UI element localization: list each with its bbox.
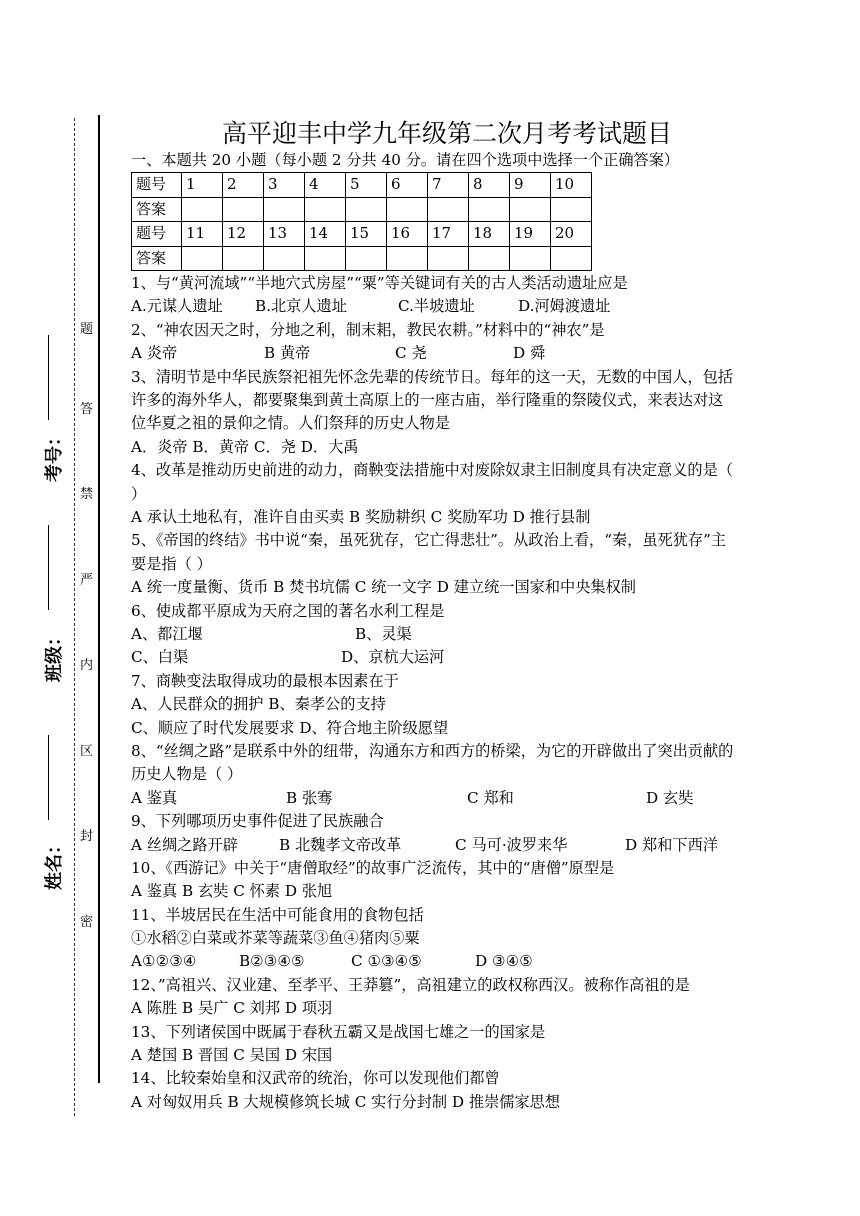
question-number-cell: 12 bbox=[223, 222, 264, 246]
fold-dashed-line bbox=[74, 118, 75, 1116]
question-number-cell: 4 bbox=[305, 173, 346, 197]
question-stem: 4、改革是推动历史前进的动力，商鞅变法措施中对废除奴隶主旧制度具有决定意义的是（ ） bbox=[131, 461, 733, 503]
seal-char: 题 bbox=[80, 322, 94, 337]
question-stem: 13、下列诸侯国中既属于春秋五霸又是战国七雄之一的国家是 bbox=[131, 1022, 546, 1041]
question-options: A 陈胜 B 吴广 C 刘邦 D 项羽 bbox=[131, 999, 333, 1018]
question-options: A 承认土地私有，准许自由买卖 B 奖励耕织 C 奖励军功 D 推行县制 bbox=[131, 508, 591, 526]
binding-solid-line bbox=[98, 115, 100, 1083]
table-row bbox=[132, 246, 592, 270]
question-number-cell: 1 bbox=[182, 173, 223, 197]
question-number-cell: 18 bbox=[469, 222, 510, 246]
section-heading: 一、本题共 20 小题（每小题 2 分共 40 分。请在四个选项中选择一个正确答案） bbox=[131, 151, 680, 169]
question-options: C、顺应了时代发展要求 D、符合地主阶级愿望 bbox=[131, 718, 449, 737]
question-number-cell: 15 bbox=[346, 222, 387, 246]
question-options: A 对匈奴用兵 B 大规模修筑长城 C 实行分封制 D 推崇儒家思想 bbox=[131, 1092, 561, 1111]
answer-cell[interactable] bbox=[428, 197, 469, 221]
option: C 郑和 bbox=[467, 788, 514, 807]
class-label: 班级： bbox=[44, 628, 65, 682]
question-stem: 12、”高祖兴、汉业建、至孝平、王莽篡”，高祖建立的政权称西汉。被称作高祖的是 bbox=[131, 975, 690, 994]
question-number-cell: 9 bbox=[510, 173, 551, 197]
option: D 舜 bbox=[513, 344, 546, 363]
question-number-cell: 7 bbox=[428, 173, 469, 197]
question-number-cell: 8 bbox=[469, 173, 510, 197]
question-stem: 11、半坡居民在生活中可能食用的食物包括 bbox=[131, 905, 424, 924]
seal-char: 区 bbox=[80, 744, 94, 759]
option: A.元谋人遗址 bbox=[131, 297, 223, 316]
option: B②③④⑤ bbox=[239, 952, 305, 971]
answer-cell[interactable] bbox=[428, 246, 469, 270]
option: D 玄奘 bbox=[646, 788, 694, 807]
table-row bbox=[132, 222, 592, 246]
answer-cell[interactable] bbox=[346, 246, 387, 270]
answer-cell[interactable] bbox=[182, 246, 223, 270]
answer-cell[interactable] bbox=[305, 197, 346, 221]
question-number-cell: 17 bbox=[428, 222, 469, 246]
question-stem: 8、“丝绸之路”是联系中外的纽带，沟通东方和西方的桥梁，为它的开辟做出了突出贡献的历史人物是（ ） bbox=[131, 741, 734, 784]
exam-number-blank[interactable] bbox=[48, 335, 49, 420]
option: C、白渠 bbox=[131, 648, 189, 667]
answer-cell[interactable] bbox=[182, 197, 223, 221]
question-options bbox=[131, 646, 736, 669]
exam-title: 高平迎丰中学九年级第二次月考考试题目 bbox=[222, 119, 673, 148]
option: C ①③④⑤ bbox=[351, 952, 422, 971]
answer-cell[interactable] bbox=[469, 197, 510, 221]
option: D、京杭大运河 bbox=[341, 648, 445, 667]
question-number-cell: 13 bbox=[264, 222, 305, 246]
option: A 炎帝 bbox=[131, 344, 178, 363]
question-stem: 9、下列哪项历史事件促进了民族融合 bbox=[131, 812, 384, 831]
question-options bbox=[131, 950, 736, 973]
table-header-cell: 答案 bbox=[132, 246, 182, 270]
seal-char: 严 bbox=[80, 573, 94, 588]
name-label: 姓名： bbox=[44, 836, 65, 890]
seal-char: 内 bbox=[80, 658, 94, 673]
question-number-cell: 20 bbox=[551, 222, 592, 246]
answer-cell[interactable] bbox=[346, 197, 387, 221]
option: A 鉴真 bbox=[131, 788, 178, 807]
answer-cell[interactable] bbox=[223, 246, 264, 270]
option: A 丝绸之路开辟 bbox=[131, 835, 238, 854]
table-header-cell: 题号 bbox=[132, 222, 182, 246]
option: A、都江堰 bbox=[131, 624, 203, 643]
option: D ③④⑤ bbox=[475, 952, 533, 971]
answer-cell[interactable] bbox=[223, 197, 264, 221]
answer-cell[interactable] bbox=[305, 246, 346, 270]
option: D 郑和下西洋 bbox=[625, 835, 718, 854]
question-stem: 10、《西游记》中关于“唐僧取经”的故事广泛流传，其中的“唐僧”原型是 bbox=[131, 858, 615, 877]
question-items: ①水稻②白菜或芥菜等蔬菜③鱼④猪肉⑤粟 bbox=[131, 929, 420, 948]
answer-cell[interactable] bbox=[510, 197, 551, 221]
question-number-cell: 6 bbox=[387, 173, 428, 197]
question-options: A 统一度量衡、货币 B 焚书坑儒 C 统一文字 D 建立统一国家和中央集权制 bbox=[131, 578, 636, 597]
answer-cell[interactable] bbox=[264, 197, 305, 221]
question-stem: 14、比较秦始皇和汉武帝的统治，你可以发现他们都曾 bbox=[131, 1069, 500, 1088]
question-options bbox=[131, 623, 736, 646]
option: B.北京人遗址 bbox=[255, 297, 347, 316]
question-number-cell: 3 bbox=[264, 173, 305, 197]
answer-cell[interactable] bbox=[387, 246, 428, 270]
option: B 黄帝 bbox=[264, 344, 311, 363]
answer-cell[interactable] bbox=[551, 197, 592, 221]
option: C.半坡遗址 bbox=[398, 297, 475, 316]
answer-cell[interactable] bbox=[264, 246, 305, 270]
option: B、灵渠 bbox=[355, 624, 412, 643]
option: C 马可·波罗来华 bbox=[455, 835, 568, 854]
answer-cell[interactable] bbox=[387, 197, 428, 221]
answer-cell[interactable] bbox=[469, 246, 510, 270]
option: A①②③④ bbox=[131, 952, 197, 971]
question-stem: 2、“神农因天之时，分地之利，制末耜，教民农耕。”材料中的“神农”是 bbox=[131, 320, 605, 339]
question-options: A、人民群众的拥护 B、秦孝公的支持 bbox=[131, 695, 386, 714]
question-stem: 6、使成都平原成为天府之国的著名水利工程是 bbox=[131, 601, 445, 620]
option: B 张骞 bbox=[286, 788, 333, 807]
question-number-cell: 11 bbox=[182, 222, 223, 246]
seal-char: 密 bbox=[80, 915, 94, 930]
answer-cell[interactable] bbox=[510, 246, 551, 270]
question-options: A 楚国 B 晋国 C 吴国 D 宋国 bbox=[131, 1046, 333, 1065]
seal-char: 封 bbox=[80, 829, 94, 844]
option: B 北魏孝文帝改革 bbox=[279, 835, 402, 854]
seal-char: 答 bbox=[80, 402, 94, 417]
class-blank[interactable] bbox=[48, 525, 49, 610]
table-row bbox=[132, 197, 592, 221]
question-number-cell: 19 bbox=[510, 222, 551, 246]
option: C 尧 bbox=[395, 344, 427, 363]
question-stem: 5、《帝国的终结》书中说“秦，虽死犹存，它亡得悲壮”。从政治上看，“秦，虽死犹存”主要是指（ ） bbox=[131, 531, 727, 573]
answer-table bbox=[131, 172, 592, 271]
exam-body bbox=[131, 149, 736, 1114]
question-number-cell: 10 bbox=[551, 173, 592, 197]
question-number-cell: 16 bbox=[387, 222, 428, 246]
question-options: A．炎帝 B．黄帝 C．尧 D．大禹 bbox=[131, 437, 359, 456]
name-blank[interactable] bbox=[48, 735, 49, 820]
question-options bbox=[131, 295, 736, 318]
question-stem: 3、清明节是中华民族祭祀祖先怀念先辈的传统节日。每年的这一天，无数的中国人，包括许多的海外华人，都要聚集到黄土高原上的一座古庙，举行隆重的祭陵仪式，来表达对这位华夏之祖的景仰之情。人们祭拜的历史人物是 bbox=[131, 367, 733, 433]
question-options bbox=[131, 342, 736, 365]
question-options: A 鉴真 B 玄奘 C 怀素 D 张旭 bbox=[131, 882, 333, 901]
table-row bbox=[132, 173, 592, 197]
question-stem: 1、与“黄河流域”“半地穴式房屋”“粟”等关键词有关的古人类活动遗址应是 bbox=[131, 274, 628, 293]
question-number-cell: 5 bbox=[346, 173, 387, 197]
table-header-cell: 题号 bbox=[132, 173, 182, 197]
question-number-cell: 14 bbox=[305, 222, 346, 246]
exam-number-label: 考号： bbox=[44, 428, 65, 482]
question-number-cell: 2 bbox=[223, 173, 264, 197]
seal-char: 禁 bbox=[80, 487, 94, 502]
question-stem: 7、商鞅变法取得成功的最根本因素在于 bbox=[131, 671, 399, 690]
question-options bbox=[131, 787, 736, 810]
question-options bbox=[131, 834, 736, 857]
option: D.河姆渡遗址 bbox=[518, 297, 611, 316]
table-header-cell: 答案 bbox=[132, 197, 182, 221]
answer-cell[interactable] bbox=[551, 246, 592, 270]
